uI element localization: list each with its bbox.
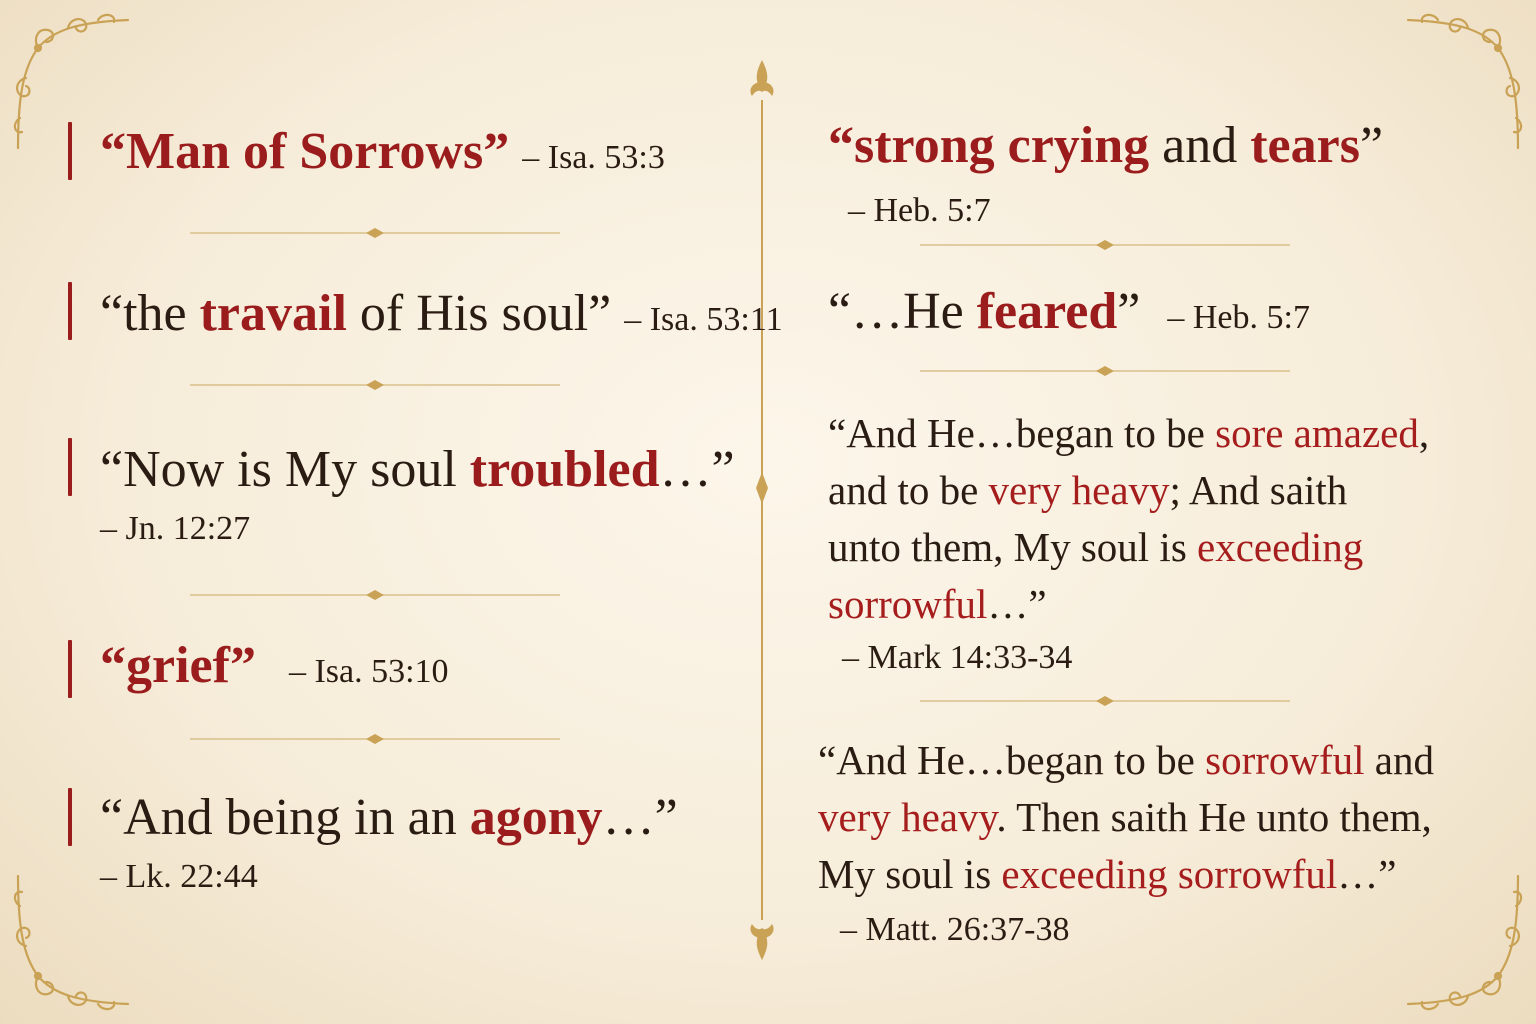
quote-segment: exceeding	[1197, 524, 1364, 570]
quote-segment: ”	[483, 123, 523, 180]
quote-line	[818, 846, 1434, 903]
scripture-reference: – Lk. 22:44	[100, 858, 258, 895]
quote-segment: ,	[1418, 410, 1430, 456]
quote-segment: tears	[1250, 117, 1360, 174]
quote-segment: unto them, My soul is	[828, 524, 1198, 570]
quote-segment: “the	[100, 285, 200, 342]
quote-segment: “And He…began to be	[828, 410, 1216, 456]
ornamental-divider-icon	[190, 588, 560, 602]
scripture-reference: – Isa. 53:10	[288, 653, 449, 690]
quote-segment: sore amazed	[1215, 410, 1419, 456]
scripture-reference: – Mark 14:33-34	[842, 639, 1073, 676]
quote-segment: very heavy	[988, 467, 1170, 513]
quote-line	[828, 405, 1429, 462]
quote-segment: feared	[976, 283, 1118, 340]
quote-paragraph	[818, 732, 1434, 958]
quote-segment: “strong crying	[828, 117, 1150, 174]
accent-bar	[68, 640, 72, 698]
quote-segment: ”	[1117, 283, 1141, 340]
quote-segment: …”	[602, 789, 678, 846]
quote-text	[828, 117, 1384, 174]
quote-line	[818, 789, 1434, 846]
ornamental-divider-icon	[190, 378, 560, 392]
quote-segment: and	[1149, 117, 1251, 174]
quote-segment: sorrowful	[828, 581, 988, 627]
quote-segment: of His soul”	[346, 285, 612, 342]
quote-entry	[100, 441, 735, 548]
quote-text	[100, 285, 624, 342]
quote-segment: and to be	[828, 467, 989, 513]
quote-segment: ”	[1359, 117, 1384, 174]
quote-segment: “Now is My soul	[100, 441, 470, 498]
quote-line	[828, 519, 1429, 576]
quote-entry	[100, 789, 678, 896]
scripture-reference: – Matt. 26:37-38	[840, 911, 1070, 948]
quote-segment: My soul is	[818, 851, 1002, 897]
quote-entry	[828, 283, 1310, 340]
quote-segment: “And He…began to be	[818, 737, 1206, 783]
quote-segment: “And being in an	[100, 789, 470, 846]
quote-entry	[100, 285, 783, 342]
quote-segment: ; And saith	[1169, 467, 1348, 513]
scripture-reference: – Isa. 53:3	[522, 139, 665, 176]
quote-segment: agony	[469, 789, 603, 846]
quote-segment: ”	[229, 637, 256, 694]
quote-segment: exceeding sorrowful	[1001, 851, 1338, 897]
ornamental-divider-icon	[190, 732, 560, 746]
quote-segment: very heavy	[818, 794, 997, 840]
quote-line	[828, 576, 1429, 633]
quote-segment: grief	[126, 637, 230, 694]
quote-line	[828, 462, 1429, 519]
accent-bar	[68, 788, 72, 846]
quote-text	[100, 441, 735, 498]
quote-segment: “	[100, 123, 126, 180]
corner-flourish-icon	[1378, 8, 1528, 158]
quote-segment: …”	[659, 441, 735, 498]
quote-segment: troubled	[469, 441, 660, 498]
accent-bar	[68, 438, 72, 496]
quote-segment: …”	[1337, 851, 1397, 897]
quote-paragraph	[828, 405, 1429, 686]
quote-segment: …”	[987, 581, 1047, 627]
scripture-reference: – Jn. 12:27	[100, 510, 251, 547]
center-divider-ornament-icon	[742, 60, 782, 960]
quote-entry	[100, 123, 665, 180]
quote-text	[100, 789, 678, 846]
quote-line	[818, 732, 1434, 789]
ornamental-divider-icon	[190, 226, 560, 240]
ornamental-divider-icon	[920, 364, 1290, 378]
scripture-reference: – Heb. 5:7	[848, 192, 991, 229]
quote-segment: “	[100, 637, 126, 694]
quote-entry	[828, 117, 1384, 230]
quote-text	[100, 123, 522, 180]
accent-bar	[68, 282, 72, 340]
accent-bar	[68, 122, 72, 180]
quote-text	[828, 283, 1153, 340]
quote-segment: Man of Sorrows	[126, 123, 484, 180]
quote-segment: and	[1364, 737, 1434, 783]
quote-segment: . Then saith He unto them,	[996, 794, 1432, 840]
quote-entry	[100, 637, 449, 694]
quote-segment: travail	[199, 285, 347, 342]
quote-text	[100, 637, 269, 694]
quote-segment: “…He	[828, 283, 977, 340]
quote-segment: sorrowful	[1205, 737, 1365, 783]
ornamental-divider-icon	[920, 694, 1290, 708]
scripture-reference: – Heb. 5:7	[1167, 299, 1310, 336]
scripture-reference: – Isa. 53:11	[624, 301, 783, 338]
ornamental-divider-icon	[920, 238, 1290, 252]
